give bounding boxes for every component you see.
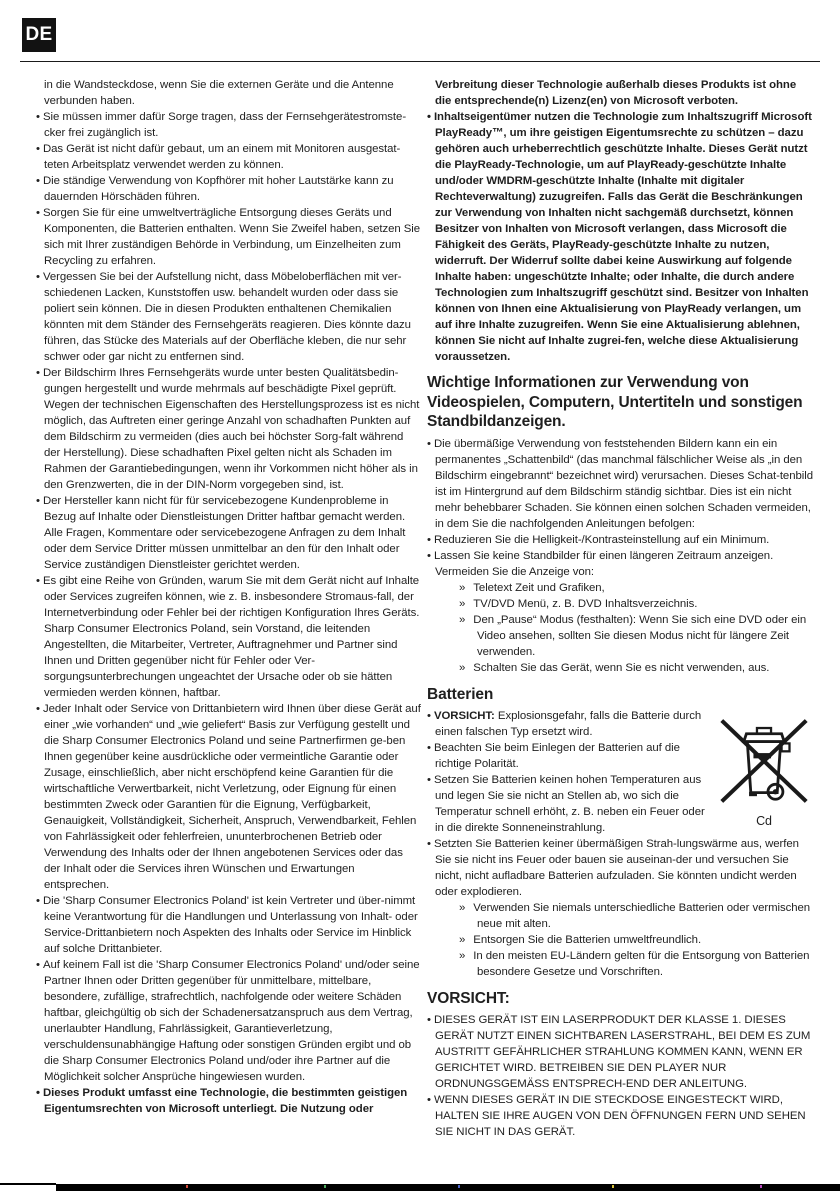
list-item-text: Den „Pause“ Modus (festhalten): Wenn Sie sich eine DVD oder ein Video ansehen, sollten Sie diesen Modus nicht für längere Zeit verwenden. [473, 613, 807, 658]
list-item [427, 436, 813, 532]
batterien-section [427, 708, 813, 980]
weee-crossed-bin-icon [715, 710, 813, 829]
chevron-icon: » [459, 613, 466, 626]
list-item-text: Dieses Produkt umfasst eine Technologie, die bestimmten geistigen Eigentumsrechten von Microsoft unterliegt. Die Nutzung oder [42, 1087, 408, 1115]
list-item-text: Die übermäßige Verwendung von feststehenden Bildern kann ein ein permanentes „Schattenbild“ (das manchmal fälschlicher Weise als „in den Bildschirm eingebrannt“ bezeichnet wird) verursachen. Dieses Schat-tenbild ist im Hintergrund auf dem Bildschirm ständig sichtbar. Dies ist ein nicht mehr behebbarer Schaden. Sie können einen solchen Schaden vermeiden, in dem Sie die nachfolgenden Anleitungen befolgen: [433, 437, 813, 530]
list-item [36, 573, 422, 701]
bullet-icon: • [36, 495, 40, 507]
sub-list-item [459, 580, 813, 596]
bullet-icon: • [36, 111, 40, 123]
bullet-icon: • [427, 1013, 431, 1026]
sub-list-item [459, 612, 813, 660]
list-item-text: Setzten Sie Batterien keiner übermäßigen Strah-lungswärme aus, werfen Sie sie nicht ins Feuer oder bauen sie auseinan-der und versuchen Sie nicht, nicht aufladbare Batterien aufzuladen. Sie könnten undicht werden oder explodieren. [433, 837, 799, 898]
list-item-text: DIESES GERÄT IST EIN LASERPRODUKT DER KLASSE 1. DIESES GERÄT NUTZT EINEN SICHTBAREN LASERSTRAHL, BEI DEM ES ZUM AUSTRITT GEFÄHRLICHER STRAHLUNG KOMMEN KANN, WENN ER GERICHTET WIRD. BETREIBEN SIE DEN PLAYER NUR ORDNUNGSGEMÄSS ENTSPRECH-END DER ANLEITUNG. [433, 1013, 811, 1090]
list-item-text: Setzen Sie Batterien keinen hohen Temperaturen aus und legen Sie sie nicht an Stellen ab, wo sich die Temperatur schnell erhöht, z. B. neben ein Feuer oder in die direkte Sonneneinstrahlung. [433, 773, 705, 834]
list-item-playready [427, 109, 813, 365]
paragraph-continuation-bold: Verbreitung dieser Technologie außerhalb dieses Produkts ist ohne die entsprechende(n) Lizenz(en) von Microsoft verboten. [435, 79, 797, 107]
list-item-text: TV/DVD Menü, z. B. DVD Inhaltsverzeichnis. [473, 597, 698, 610]
list-item [427, 532, 813, 548]
bullet-icon: • [36, 175, 40, 187]
list-item [36, 109, 422, 141]
list-item-text: Jeder Inhalt oder Service von Drittanbietern wird Ihnen über diese Gerät auf einer „wie vorhanden“ und „wie geliefert“ Basis zur Verfügung gestellt und die Sharp Consumer Electronics Poland und seine Partnerfirmen ge-ben Ihnen gegenüber keine ausdrückliche oder vermeintliche Garantie oder Zusage, einschließlich, aber nicht erschöpfend keine Garantien für die wirtschaftliche Verwertbarkeit, nicht Verletzung, oder Eignung für einen bestimmten Zweck oder Garantien für die Eignung, Verfügbarkeit, Genauigkeit, Vollständigkeit, Sicherheit, Anspruch, Verwendbarkeit, Fehlen von Fahrlässigkeit oder fehlerfreien, ununterbrochenen Betrieb oder Verwendung des Inhalts oder der Ihnen angebotenen Services oder das der Inhalt oder die Services ihren Wünschen und Erwartungen entsprechen. [42, 703, 421, 891]
list-item [427, 1092, 813, 1140]
list-item [36, 957, 422, 1085]
left-column [36, 77, 422, 1140]
paragraph-continuation: in die Wandsteckdose, wenn Sie die externen Geräte und die Antenne verbunden haben. [44, 79, 394, 107]
list-item-text: Reduzieren Sie die Helligkeit-/Kontrasteinstellung auf ein Minimum. [433, 533, 770, 546]
section-heading-vorsicht: VORSICHT: [427, 989, 510, 1007]
bullet-icon: • [427, 773, 431, 786]
bullet-icon: • [427, 533, 431, 546]
list-item-text: Der Hersteller kann nicht für für servicebezogene Kundenprobleme in Bezug auf Inhalte oder Dienstleistungen Dritter haftbar gemacht werden. Alle Fragen, Kommentare oder servicebezogene Anfragen zu dem Inhalt oder dem Service Dritter müssen unmittelbar an den für den Inhalt oder Service zuständigen Dienstleister gerichtet werden. [42, 495, 406, 571]
list-item-text: Beachten Sie beim Einlegen der Batterien auf die richtige Polarität. [433, 741, 680, 770]
language-badge: DE [22, 18, 56, 52]
list-item [36, 141, 422, 173]
list-item-text: Auf keinem Fall ist die 'Sharp Consumer Electronics Poland' und/oder seine Partner Ihnen oder Dritten gegenüber für unmittelbare, mittelbare, besondere, zufällige, strafrechtlich, nachfolgende oder weitere Schäden haftbar, gleichgültig ob sich der Schadenersatzanspruch aus dem Vertrag, unerlaubter Handlung, Fahrlässigkeit, Garantieverletzung, verschuldensunabhängige Haftung oder sonstigen Gründen ergibt und ob die Sharp Consumer Electronics Poland und/oder ihre Partner auf die Möglichkeit solcher Ansprüche hingewiesen wurden. [42, 959, 420, 1083]
bullet-icon: • [427, 1093, 431, 1106]
print-noise [186, 1185, 188, 1188]
list-item [36, 493, 422, 573]
bullet-icon: • [36, 271, 40, 283]
list-item-text: Der Bildschirm Ihres Fernsehgeräts wurde unter besten Qualitätsbedin-gungen hergestellt und wurde mehrmals auf beschädigte Pixel geprüft. Wegen der technischen Eigenschaften des Herstellungsprozess ist es nicht möglich, das Auftreten einer geringe Anzahl von schadhaften Punkten auf dem Bildschirm zu vermeiden (dies auch bei höchster Sorg-falt während der Herstellung). Diese schadhaften Pixel gelten nicht als Schaden im Rahmen der Garantiebedingungen, wenn ihr Vorkommen nicht höher als in den Grenzwerten, die in der DIN-Norm vorgegeben sind, ist. [42, 367, 420, 491]
list-item-text: In den meisten EU-Ländern gelten für die Entsorgung von Batterien besondere Gesetze und Vorschriften. [473, 949, 810, 978]
list-item-text: Schalten Sie das Gerät, wenn Sie es nicht verwenden, aus. [473, 661, 770, 674]
page-edge-line [0, 1183, 56, 1185]
bullet-icon: • [36, 1087, 40, 1099]
standbild-bullet-list [427, 436, 813, 676]
list-item [36, 365, 422, 493]
bullet-icon: • [427, 437, 431, 450]
right-column [427, 77, 813, 1140]
bullet-icon: • [427, 837, 431, 850]
chevron-icon: » [459, 597, 466, 610]
section-heading-standbild: Wichtige Informationen zur Verwendung von Videospielen, Computern, Untertiteln und sonstigen Standbildanzeigen. [427, 374, 803, 430]
print-noise [760, 1185, 762, 1188]
list-item [427, 836, 813, 900]
list-item [36, 173, 422, 205]
bullet-icon: • [427, 549, 431, 562]
chevron-icon: » [459, 661, 466, 674]
list-item [36, 893, 422, 957]
bullet-icon: • [36, 895, 40, 907]
chevron-icon: » [459, 901, 466, 914]
bullet-icon: • [36, 143, 40, 155]
header-divider [20, 61, 820, 62]
list-item [427, 548, 813, 580]
list-item-text: Sie müssen immer dafür Sorge tragen, dass der Fernsehgerätestromste-cker frei zugänglich ist. [42, 111, 407, 139]
list-item [36, 205, 422, 269]
bullet-icon: • [36, 367, 40, 379]
list-item-text: Inhaltseigentümer nutzen die Technologie zum Inhaltszugriff Microsoft PlayReady™, um ihre geistigen Eigentumsrechte zu schützen – dazu gehören auch urheberrechtlich geschützte Inhalte. Dieses Gerät nutzt die PlayReady-Technologie, um auf PlayReady-geschützte Inhalte und/oder WMDRM-geschützte Inhalte (Inhalte mit digitaler Rechteverwaltung) zuzugreifen. Falls das Gerät die Beschränkungen zur Verwendung von Inhalten nicht sachgemäß durchsetzt, können Besitzer von Inhalten von Microsoft verlangen, dass Microsoft die Fähigkeit des Geräts, PlayReady-geschützte Inhalte zu nutzen, widerruft. Der Widerruf sollte dabei keine Auswirkung auf folgende Inhalte haben: ungeschützte Inhalte; oder Inhalte, die durch andere Technologien zum Inhaltszugriff geschützt sind. Besitzer von Inhalten können von Ihnen eine Aktualisierung von PlayReady verlangen, um auf ihre Inhalte zuzugreifen. Wenn Sie eine Aktualisierung ablehnen, können Sie nicht auf Inhalte zugrei-fen, welche diese Aktualisierung voraussetzen. [433, 111, 812, 363]
list-item-text: Verwenden Sie niemals unterschiedliche Batterien oder vermischen neue mit alten. [473, 901, 811, 930]
print-noise [458, 1185, 460, 1188]
bullet-icon: • [36, 959, 40, 971]
list-item [427, 1012, 813, 1092]
list-item-microsoft-notice [36, 1085, 422, 1117]
sub-list-item [459, 932, 813, 948]
list-item-text: Es gibt eine Reihe von Gründen, warum Sie mit dem Gerät nicht auf Inhalte oder Services zugreifen können, wie z. B. insbesondere Stromaus-fall, der Internetverbindung oder Fehler bei der richtigen Konfiguration Ihres Geräts. Sharp Consumer Electronics Poland, sein Vorstand, die leitenden Angestellten, die Mitarbeiter, Vertreter, Auftragnehmer und Partner sind Ihnen und Dritten gegenüber nicht für Fehler oder Ver-sorgungsunterbrechungen ungeachtet der Ursache oder ob sie hätten vermieden werden können, haftbar. [42, 575, 420, 699]
chevron-icon: » [459, 949, 466, 962]
list-item-text: Entsorgen Sie die Batterien umweltfreundlich. [473, 933, 702, 946]
list-item-text: Lassen Sie keine Standbilder für einen längeren Zeitraum anzeigen. Vermeiden Sie die Anzeige von: [433, 549, 774, 578]
sub-list-item [459, 948, 813, 980]
chevron-icon: » [459, 581, 466, 594]
list-item-text: WENN DIESES GERÄT IN DIE STECKDOSE EINGESTECKT WIRD, HALTEN SIE IHRE AUGEN VON DEN ÖFFNUNGEN FERN UND SEHEN SIE NICHT IN DAS GERÄT. [433, 1093, 806, 1138]
safety-bullet-list [36, 109, 422, 1117]
cd-label: Cd [756, 813, 772, 828]
bullet-icon: • [427, 111, 431, 123]
list-item [36, 269, 422, 365]
playready-bullet-list [427, 109, 813, 365]
list-item-text: Vergessen Sie bei der Aufstellung nicht, dass Möbeloberflächen mit ver-schiedenen Lacken, Kunststoffen usw. behandelt wurden oder dass sie poliert sein können. Die in diesen Produkten enthaltenen Chemikalien könnten mit dem Ständer des Fernsehgeräts reagieren. Dies könnte dazu führen, das Stücke des Materials auf der Oberfläche kleben, die nur sehr schwer oder gar nicht zu entfernen sind. [42, 271, 411, 363]
bullet-icon: • [36, 575, 40, 587]
bullet-icon: • [36, 207, 40, 219]
list-item-text: Teletext Zeit und Grafiken, [473, 581, 605, 594]
sub-list-item [459, 596, 813, 612]
section-heading-batterien: Batterien [427, 685, 494, 703]
page-edge-bar [56, 1184, 840, 1191]
list-item-text: Explosionsgefahr, falls die Batterie durch einen falschen Typ ersetzt wird. [435, 709, 702, 738]
bullet-icon: • [36, 703, 40, 715]
list-item [36, 701, 422, 893]
list-item-text: Die ständige Verwendung von Kopfhörer mit hoher Lautstärke kann zu dauernden Hörschäden führen. [42, 175, 394, 203]
bullet-icon: • [427, 741, 431, 754]
print-noise [324, 1185, 326, 1188]
list-item-text: Das Gerät ist nicht dafür gebaut, um an einem mit Monitoren ausgestat-teten Arbeitsplatz verwendet werden zu können. [42, 143, 401, 171]
page-content [36, 77, 813, 1140]
bullet-icon: • [427, 709, 431, 722]
sub-list-item [459, 900, 813, 932]
sub-list-item [459, 660, 813, 676]
list-item-text: Die 'Sharp Consumer Electronics Poland' ist kein Vertreter und über-nimmt keine Verantwortung für die Handlungen und Unterlassung von Inhalt- oder Service-Drittanbietern noch Aspekten des Inhalts oder Service im Hinblick auf solche Drittanbieter. [42, 895, 418, 955]
list-item-text: Sorgen Sie für eine umweltverträgliche Entsorgung dieses Geräts und Komponenten, die Batterien enthalten. Wenn Sie Zweifel haben, setzen Sie sich mit Ihrer zuständigen Behörde in Verbindung, um Einzelheiten zum Recycling zu erfahren. [42, 207, 421, 267]
print-noise [612, 1185, 614, 1188]
caution-lead: VORSICHT: [433, 709, 495, 722]
chevron-icon: » [459, 933, 466, 946]
vorsicht-bullet-list [427, 1012, 813, 1140]
